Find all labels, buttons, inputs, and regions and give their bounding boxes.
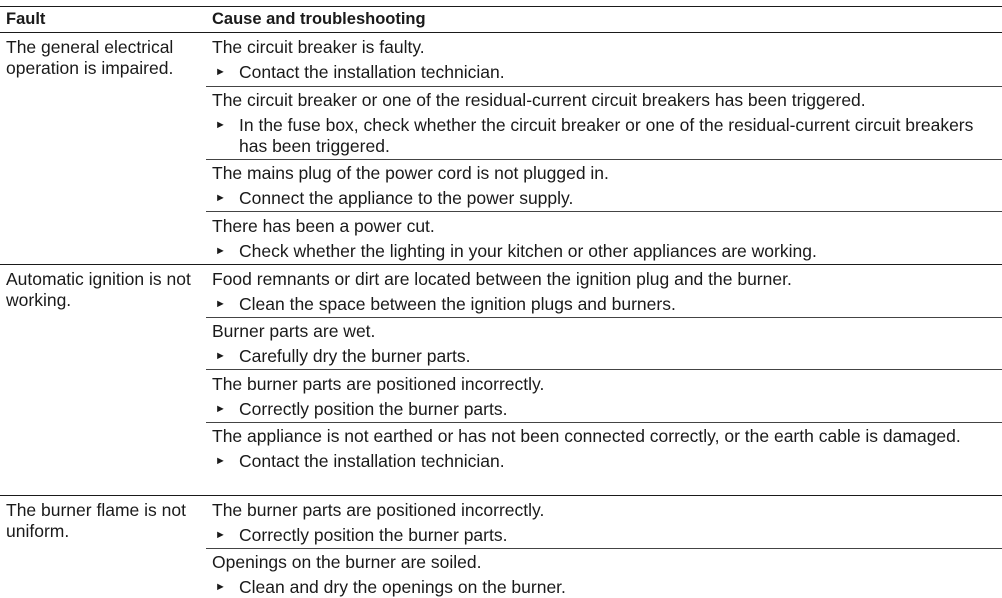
cause-text: Food remnants or dirt are located between the ignition plug and the burner. bbox=[212, 269, 792, 289]
remedy-text: Clean and dry the openings on the burner. bbox=[239, 577, 566, 597]
row-divider bbox=[206, 211, 1002, 212]
cause-entry bbox=[206, 216, 1002, 262]
cause-text: The burner parts are positioned incorrectly. bbox=[212, 374, 545, 394]
bullet-icon: ► bbox=[215, 529, 226, 541]
cause-entry bbox=[206, 90, 1002, 157]
row-divider bbox=[206, 159, 1002, 160]
remedy-text: Clean the space between the ignition plugs and burners. bbox=[239, 294, 676, 314]
bullet-icon: ► bbox=[215, 581, 226, 593]
cause-entry bbox=[206, 163, 1002, 209]
bullet-icon: ► bbox=[215, 66, 226, 78]
cause-text: The mains plug of the power cord is not plugged in. bbox=[212, 163, 609, 183]
remedy-step bbox=[212, 577, 1002, 598]
cause-text: The circuit breaker is faulty. bbox=[212, 37, 425, 57]
bullet-icon: ► bbox=[215, 403, 226, 415]
remedy-step bbox=[212, 294, 1002, 315]
row-divider bbox=[206, 422, 1002, 423]
row-divider bbox=[206, 86, 1002, 87]
fault-cell: The burner flame is not uniform. bbox=[6, 500, 186, 541]
cause-text: Burner parts are wet. bbox=[212, 321, 376, 341]
remedy-text: Check whether the lighting in your kitchen or other appliances are working. bbox=[239, 241, 817, 261]
cause-entry bbox=[206, 321, 1002, 367]
remedy-text: Correctly position the burner parts. bbox=[239, 399, 508, 419]
cause-entry bbox=[206, 269, 1002, 315]
remedy-step bbox=[212, 451, 1002, 472]
remedy-text: Connect the appliance to the power supply. bbox=[239, 188, 574, 208]
remedy-text: Contact the installation technician. bbox=[239, 62, 505, 82]
cause-text: The burner parts are positioned incorrectly. bbox=[212, 500, 545, 520]
table-header-row bbox=[0, 6, 1002, 33]
header-cause: Cause and troubleshooting bbox=[212, 10, 426, 28]
group-divider bbox=[0, 495, 1002, 496]
remedy-text: In the fuse box, check whether the circuit breaker or one of the residual-current circuit breakers has been triggered. bbox=[239, 115, 974, 156]
cause-entry bbox=[206, 500, 1002, 546]
remedy-step bbox=[212, 346, 1002, 367]
cause-entry bbox=[206, 37, 1002, 83]
remedy-step bbox=[212, 525, 1002, 546]
group-divider bbox=[0, 264, 1002, 265]
cause-text: The appliance is not earthed or has not been connected correctly, or the earth cable is damaged. bbox=[212, 426, 961, 446]
bullet-icon: ► bbox=[215, 298, 226, 310]
remedy-text: Contact the installation technician. bbox=[239, 451, 505, 471]
remedy-step bbox=[212, 241, 1002, 262]
bullet-icon: ► bbox=[215, 192, 226, 204]
row-divider bbox=[206, 369, 1002, 370]
remedy-step bbox=[212, 188, 1002, 209]
cause-text: The circuit breaker or one of the residual-current circuit breakers has been triggered. bbox=[212, 90, 866, 110]
remedy-text: Carefully dry the burner parts. bbox=[239, 346, 471, 366]
row-divider bbox=[206, 548, 1002, 549]
bullet-icon: ► bbox=[215, 350, 226, 362]
cause-entry bbox=[206, 374, 1002, 420]
row-divider bbox=[206, 317, 1002, 318]
cause-entry bbox=[206, 552, 1002, 598]
fault-cell: Automatic ignition is not working. bbox=[6, 269, 191, 310]
remedy-step bbox=[212, 115, 1002, 157]
cause-entry bbox=[206, 426, 1002, 472]
remedy-step bbox=[212, 62, 1002, 83]
remedy-text: Correctly position the burner parts. bbox=[239, 525, 508, 545]
cause-text: There has been a power cut. bbox=[212, 216, 435, 236]
bullet-icon: ► bbox=[215, 119, 226, 131]
bullet-icon: ► bbox=[215, 245, 226, 257]
cause-text: Openings on the burner are soiled. bbox=[212, 552, 482, 572]
bullet-icon: ► bbox=[215, 455, 226, 467]
fault-cell: The general electrical operation is impaired. bbox=[6, 37, 174, 78]
header-fault: Fault bbox=[6, 10, 46, 28]
remedy-step bbox=[212, 399, 1002, 420]
